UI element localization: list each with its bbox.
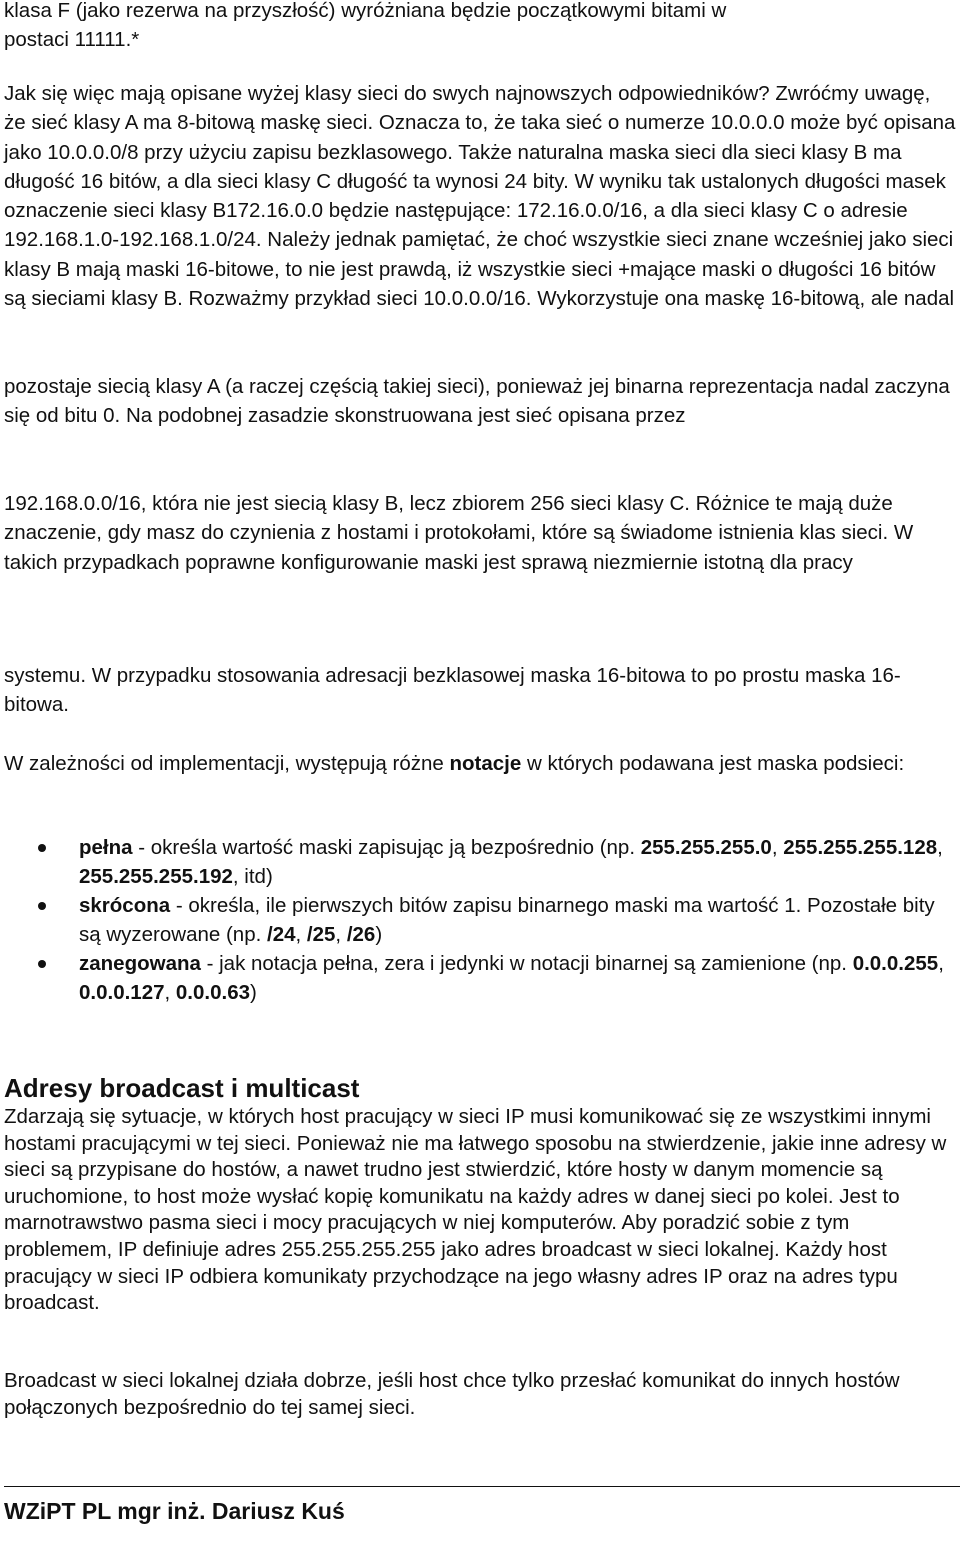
page-footer: WZiPT PL mgr inż. Dariusz Kuś <box>4 1498 345 1524</box>
list-item-short: skrócona - określa, ile pierwszych bitów zapisu binarnego maski ma wartość 1. Pozostałe bity są wyzerowane (np. /24, /25, /26) <box>4 891 956 949</box>
notation-intro: W zależności od implementacji, występują różne notacje w których podawana jest maska podsieci: <box>4 752 905 775</box>
continued-paragraph: systemu. W przypadku stosowania adresacji bezklasowej maska 16-bitowa to po prostu maska 16-bitowa. <box>4 664 901 717</box>
broadcast-paragraph-2: Broadcast w sieci lokalnej działa dobrze, jeśli host chce tylko przesłać komunikat do innych hostów połączonych bezpośrednio do tej samej sieci. <box>4 1369 900 1419</box>
bullet-icon <box>38 960 46 968</box>
bullet-icon <box>38 844 46 852</box>
bullet-icon <box>38 902 46 910</box>
intro-paragraph-4: 192.168.0.0/16, która nie jest siecią klasy B, lecz zbiorem 256 sieci klasy C. Różnice te mają duże znaczenie, gdy masz do czynienia z hostami i protokołami, które są świadome istnienia klas sieci. W takich przypadkach poprawne konfigurowanie maski jest sprawą niezmiernie istotną dla pracy <box>4 492 914 574</box>
list-item-full: pełna - określa wartość maski zapisując ją bezpośrednio (np. 255.255.255.0, 255.255.255.128, 255.255.255.192, itd) <box>4 833 956 891</box>
intro-paragraph-2: Jak się więc mają opisane wyżej klasy sieci do swych najnowszych odpowiedników? Zwróćmy uwagę, że sieć klasy A ma 8-bitową maskę sieci. Oznacza to, że taka sieć o numerze 10.0.0.0 może być opisana jako 10.0.0.0/8 przy użyciu zapisu bezklasowego. Także naturalna maska sieci dla sieci klasy B ma długość 16 bitów, a dla sieci klasy C długość ta wynosi 24 bity. W wyniku tak ustalonych długości masek oznaczenie sieci klasy B172.16.0.0 będzie następujące: 172.16.0.0/16, a dla sieci klasy C o adresie 192.168.1.0-192.168.1.0/24. Należy jednak pamiętać, że choć wszystkie sieci znane wcześniej jako sieci klasy B mają maski 16-bitowe, to nie jest prawdą, iż wszystkie sieci +mające maski o długości 16 bitów są sieciami klasy B. Rozważmy przykład sieci 10.0.0.0/16. Wykorzystuje ona maskę 16-bitową, ale nadal <box>4 82 956 311</box>
intro-line: postaci 11111.* <box>4 28 140 52</box>
notation-term: notacje <box>449 752 522 775</box>
intro-paragraph-1 <box>4 0 956 55</box>
broadcast-paragraph-1: Zdarzają się sytuacje, w których host pracujący w sieci IP musi komunikować się ze wszystkimi innymi hostami pracującymi w tej sieci. Ponieważ nie ma łatwego sposobu na stwierdzenie, jakie inne adresy w sieci są przypisane do hostów, a nawet trudno jest stwierdzić, które hosty w danym momencie są uruchomione, to host może wysłać kopię komunikatu na każdy adres w danej sieci po kolei. Jest to marnotrawstwo pasma sieci i mocy pracujących w niej komputerów. Aby poradzić sobie z tym problemem, IP definiuje adres 255.255.255.255 jako adres broadcast w sieci lokalnej. Każdy host pracujący w sieci IP odbiera komunikaty przychodzące na jego własny adres IP oraz na adres typu broadcast. <box>4 1105 947 1315</box>
intro-paragraph-3: pozostaje siecią klasy A (a raczej częścią takiej sieci), ponieważ jej binarna reprezentacja nadal zaczyna się od bitu 0. Na podobnej zasadzie skonstruowana jest sieć opisana przez <box>4 375 950 428</box>
footer-divider <box>4 1486 960 1487</box>
list-item-negated: zanegowana - jak notacja pełna, zera i jedynki w notacji binarnej są zamienione (np. 0.0.0.255, 0.0.0.127, 0.0.0.63) <box>4 949 956 1007</box>
intro-line: klasa F (jako rezerwa na przyszłość) wyróżniana będzie początkowymi bitami w <box>4 0 727 22</box>
notation-list <box>4 833 956 1007</box>
section-heading: Adresy broadcast i multicast <box>4 1073 360 1103</box>
